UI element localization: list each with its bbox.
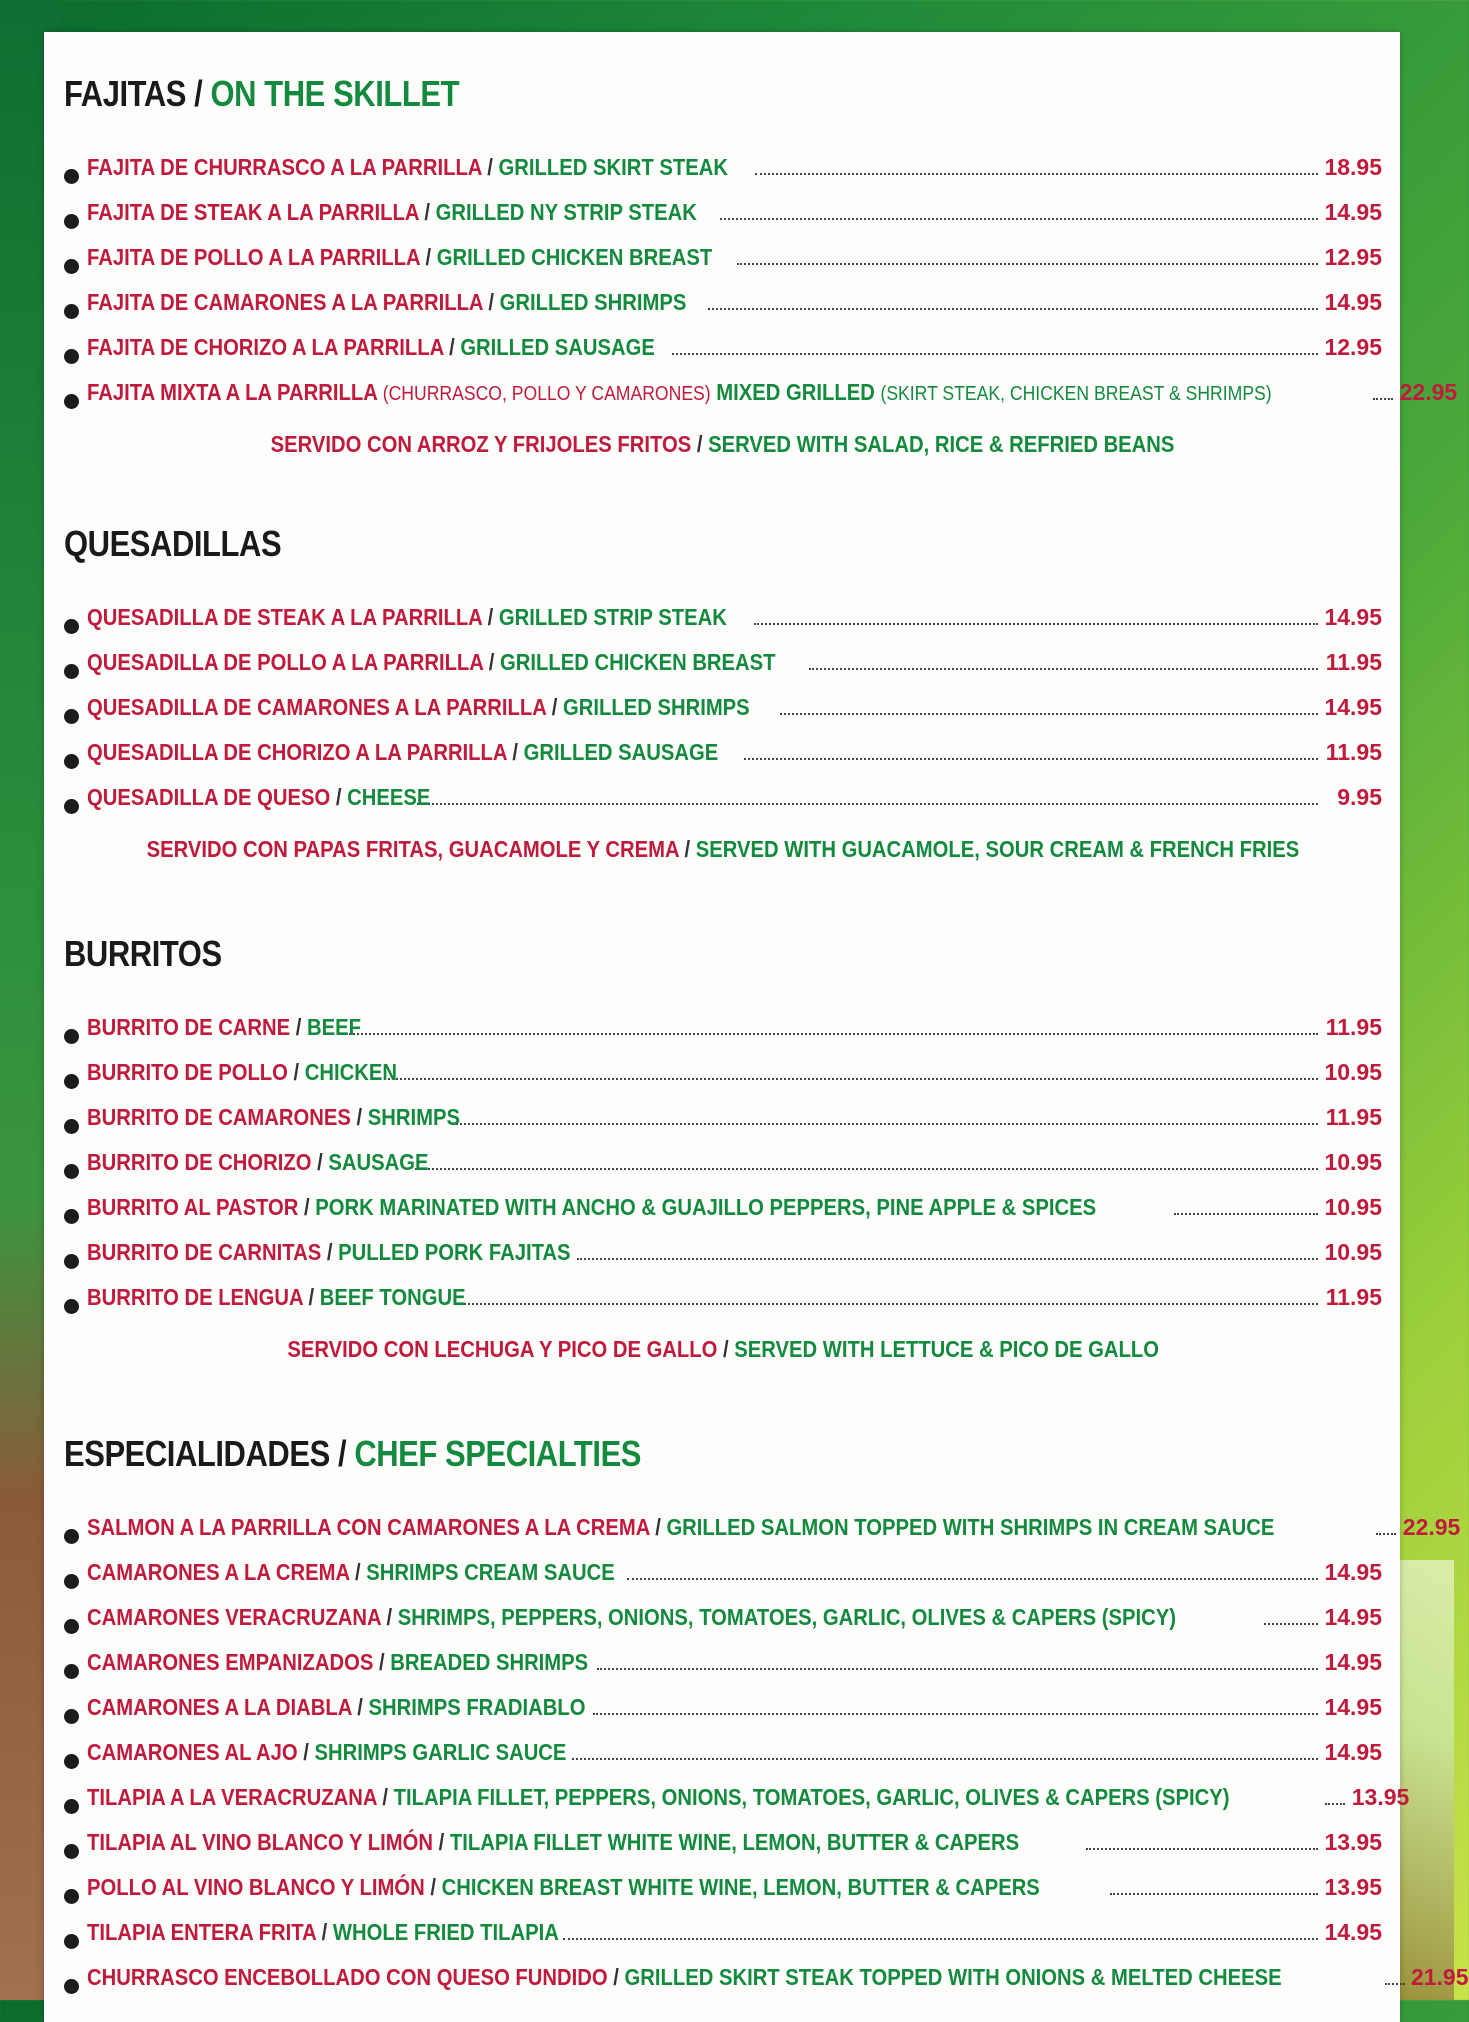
menu-item-text: BURRITO DE CAMARONES / SHRIMPS — [87, 1104, 460, 1130]
menu-item-text: CAMARONES A LA DIABLA / SHRIMPS FRADIABLO — [87, 1694, 586, 1720]
menu-item — [64, 649, 1382, 694]
menu-item-english: CHICKEN — [304, 1059, 397, 1085]
menu-item-spanish: FAJITA MIXTA A LA PARRILLA — [87, 379, 378, 405]
menu-item-price: 11.95 — [1325, 649, 1382, 675]
menu-item-price: 10.95 — [1324, 1149, 1382, 1175]
menu-item-text: FAJITA DE CAMARONES A LA PARRILLA / GRILLED SHRIMPS — [87, 289, 687, 315]
menu-item-english: PULLED PORK FAJITAS — [338, 1239, 571, 1265]
menu-item-price: 11.95 — [1325, 1284, 1382, 1310]
menu-item-spanish: FAJITA DE CHURRASCO A LA PARRILLA — [87, 154, 482, 180]
menu-item-text: FAJITA DE CHORIZO A LA PARRILLA / GRILLED SAUSAGE — [87, 334, 655, 360]
menu-item-text — [87, 379, 1272, 406]
menu-item-text: CAMARONES EMPANIZADOS / BREADED SHRIMPS — [87, 1649, 589, 1675]
menu-item — [64, 1104, 1382, 1149]
dot-leader — [451, 1123, 1318, 1125]
menu-item-price: 14.95 — [1324, 289, 1382, 315]
menu-item-text: POLLO AL VINO BLANCO Y LIMÓN / CHICKEN BREAST WHITE WINE, LEMON, BUTTER & CAPERS — [87, 1874, 1040, 1900]
menu-item — [64, 784, 1382, 829]
menu-item-price: 22.95 — [1399, 379, 1458, 405]
menu-item-price: 14.95 — [1324, 1604, 1382, 1630]
menu-item-english: GRILLED SKIRT STEAK — [498, 154, 728, 180]
menu-item-english: SHRIMPS CREAM SAUCE — [366, 1559, 615, 1585]
menu-item-price: 12.95 — [1324, 334, 1382, 360]
menu-item — [64, 1649, 1382, 1694]
menu-item-price: 13.95 — [1324, 1874, 1382, 1900]
menu-item-price: 18.95 — [1324, 154, 1382, 180]
menu-item-text: QUESADILLA DE CHORIZO A LA PARRILLA / GRILLED SAUSAGE — [87, 739, 719, 765]
menu-item-spanish: CAMARONES A LA DIABLA — [87, 1694, 352, 1720]
menu-item-english: GRILLED SAUSAGE — [523, 739, 719, 765]
menu-page — [44, 32, 1469, 2022]
dot-leader — [338, 1033, 1318, 1035]
menu-item-spanish: BURRITO DE POLLO — [87, 1059, 288, 1085]
menu-item-spanish: POLLO AL VINO BLANCO Y LIMÓN — [87, 1874, 425, 1900]
menu-item-text: FAJITA DE POLLO A LA PARRILLA / GRILLED CHICKEN BREAST — [87, 244, 713, 270]
dot-leader — [1373, 398, 1393, 400]
dot-leader — [1385, 1983, 1405, 1985]
menu-item — [64, 1514, 1461, 1559]
dot-leader — [672, 353, 1318, 355]
menu-item-price: 10.95 — [1324, 1059, 1382, 1085]
section-fajitas — [64, 72, 1458, 464]
menu-item-spanish: CAMARONES EMPANIZADOS — [87, 1649, 374, 1675]
bullet-icon — [64, 394, 79, 409]
menu-item-text: QUESADILLA DE POLLO A LA PARRILLA / GRILLED CHICKEN BREAST — [87, 649, 776, 675]
bullet-icon — [64, 1074, 79, 1089]
menu-item — [64, 244, 1382, 289]
bullet-icon — [64, 1934, 79, 1949]
dot-leader — [593, 1713, 1318, 1715]
menu-item — [64, 1559, 1382, 1604]
dot-leader — [379, 1078, 1318, 1080]
section-burritos — [64, 932, 1382, 1369]
section-heading: BURRITOS — [64, 933, 222, 974]
menu-item-english: GRILLED SHRIMPS — [499, 289, 687, 315]
menu-item-english: BEEF — [307, 1014, 362, 1040]
dot-leader — [755, 173, 1318, 175]
bullet-icon — [64, 1664, 79, 1679]
dot-leader — [720, 218, 1318, 220]
menu-item-spanish: BURRITO DE CARNITAS — [87, 1239, 322, 1265]
dot-leader — [780, 713, 1318, 715]
bullet-icon — [64, 1709, 79, 1724]
dot-leader — [737, 263, 1318, 265]
menu-item-english-note: (SKIRT STEAK, CHICKEN BREAST & SHRIMPS) — [880, 383, 1272, 405]
dot-leader — [627, 1578, 1318, 1580]
menu-item-price: 11.95 — [1325, 739, 1382, 765]
menu-item — [64, 1874, 1382, 1919]
menu-item-price: 14.95 — [1324, 694, 1382, 720]
dot-leader — [457, 1303, 1318, 1305]
menu-item-price: 13.95 — [1324, 1829, 1382, 1855]
menu-item-english: BEEF TONGUE — [319, 1284, 466, 1310]
bullet-icon — [64, 259, 79, 274]
menu-item-english: SHRIMPS GARLIC SAUCE — [314, 1739, 567, 1765]
menu-item — [64, 1014, 1382, 1059]
menu-item — [64, 379, 1458, 424]
dot-leader — [754, 623, 1318, 625]
menu-item — [64, 1829, 1382, 1874]
menu-item-price: 14.95 — [1324, 199, 1382, 225]
menu-item-text: QUESADILLA DE CAMARONES A LA PARRILLA / GRILLED SHRIMPS — [87, 694, 750, 720]
menu-item-price: 21.95 — [1410, 1964, 1469, 1990]
dot-leader — [415, 1168, 1318, 1170]
menu-item-english: CHEESE — [347, 784, 431, 810]
menu-item-spanish: TILAPIA A LA VERACRUZANA — [87, 1784, 377, 1810]
section-heading: ESPECIALIDADES / CHEF SPECIALTIES — [64, 1433, 642, 1474]
dot-leader — [1174, 1213, 1318, 1215]
menu-item — [64, 289, 1382, 334]
section-footnote: SERVIDO CON LECHUGA Y PICO DE GALLO / SERVED WITH LETTUCE & PICO DE GALLO — [287, 1336, 1159, 1362]
menu-item-text: SALMON A LA PARRILLA CON CAMARONES A LA CREMA / GRILLED SALMON TOPPED WITH SHRIMPS IN CREAM SAUCE — [87, 1514, 1275, 1540]
menu-item — [64, 1739, 1382, 1784]
menu-item-text: CAMARONES AL AJO / SHRIMPS GARLIC SAUCE — [87, 1739, 567, 1765]
dot-leader — [1325, 1803, 1345, 1805]
menu-item-english: GRILLED CHICKEN BREAST — [500, 649, 776, 675]
menu-item — [64, 1919, 1382, 1964]
menu-item-text: BURRITO DE CARNE / BEEF — [87, 1014, 362, 1040]
dot-leader — [1376, 1533, 1396, 1535]
section-quesadillas — [64, 522, 1382, 869]
menu-item — [64, 1964, 1469, 2009]
item-list — [64, 154, 1458, 424]
menu-item — [64, 1694, 1382, 1739]
menu-item — [64, 154, 1382, 199]
bullet-icon — [64, 799, 79, 814]
menu-item-spanish: FAJITA DE CAMARONES A LA PARRILLA — [87, 289, 483, 315]
menu-item-text: CHURRASCO ENCEBOLLADO CON QUESO FUNDIDO / GRILLED SKIRT STEAK TOPPED WITH ONIONS & MELTED CHEESE — [87, 1964, 1282, 1990]
bullet-icon — [64, 1529, 79, 1544]
dot-leader — [708, 308, 1318, 310]
menu-item-spanish: CAMARONES AL AJO — [87, 1739, 298, 1765]
bullet-icon — [64, 1254, 79, 1269]
menu-item-text: FAJITA DE CHURRASCO A LA PARRILLA / GRILLED SKIRT STEAK — [87, 154, 728, 180]
menu-item-text: BURRITO DE LENGUA / BEEF TONGUE — [87, 1284, 466, 1310]
menu-item-english: TILAPIA FILLET, PEPPERS, ONIONS, TOMATOES, GARLIC, OLIVES & CAPERS (SPICY) — [393, 1784, 1230, 1810]
menu-item-english: SAUSAGE — [328, 1149, 429, 1175]
menu-item-spanish: FAJITA DE STEAK A LA PARRILLA — [87, 199, 419, 225]
menu-item-english: GRILLED CHICKEN BREAST — [436, 244, 713, 270]
menu-item-price: 10.95 — [1324, 1239, 1382, 1265]
menu-item-text: BURRITO DE CARNITAS / PULLED PORK FAJITAS — [87, 1239, 571, 1265]
menu-item-english: BREADED SHRIMPS — [390, 1649, 589, 1675]
menu-item-english: TILAPIA FILLET WHITE WINE, LEMON, BUTTER & CAPERS — [449, 1829, 1020, 1855]
menu-item-english: GRILLED SKIRT STEAK TOPPED WITH ONIONS & MELTED CHEESE — [624, 1964, 1282, 1990]
bullet-icon — [64, 1979, 79, 1994]
bullet-icon — [64, 214, 79, 229]
menu-item-price: 14.95 — [1324, 604, 1382, 630]
menu-item-price: 22.95 — [1402, 1514, 1461, 1540]
bullet-icon — [64, 1164, 79, 1179]
dot-leader — [1110, 1893, 1318, 1895]
dot-leader — [577, 1258, 1319, 1260]
menu-item-english: MIXED GRILLED — [716, 379, 875, 405]
menu-item-text: TILAPIA A LA VERACRUZANA / TILAPIA FILLET, PEPPERS, ONIONS, TOMATOES, GARLIC, OLIVES & CAPERS (SPICY) — [87, 1784, 1230, 1810]
bullet-icon — [64, 619, 79, 634]
menu-item-price: 14.95 — [1324, 1649, 1382, 1675]
menu-item — [64, 1239, 1382, 1284]
bullet-icon — [64, 1119, 79, 1134]
bullet-icon — [64, 349, 79, 364]
menu-item-spanish: BURRITO DE LENGUA — [87, 1284, 303, 1310]
menu-item — [64, 694, 1382, 739]
menu-item — [64, 199, 1382, 244]
bullet-icon — [64, 169, 79, 184]
menu-item — [64, 334, 1382, 379]
menu-item-english: SHRIMPS, PEPPERS, ONIONS, TOMATOES, GARLIC, OLIVES & CAPERS (SPICY) — [397, 1604, 1176, 1630]
menu-item-text: FAJITA DE STEAK A LA PARRILLA / GRILLED NY STRIP STEAK — [87, 199, 697, 225]
menu-item-text: TILAPIA AL VINO BLANCO Y LIMÓN / TILAPIA FILLET WHITE WINE, LEMON, BUTTER & CAPERS — [87, 1829, 1020, 1855]
menu-item-english: GRILLED NY STRIP STEAK — [435, 199, 697, 225]
menu-item-price: 14.95 — [1324, 1739, 1382, 1765]
dot-leader — [1264, 1623, 1318, 1625]
menu-item-spanish: BURRITO DE CAMARONES — [87, 1104, 351, 1130]
menu-item-spanish: FAJITA DE CHORIZO A LA PARRILLA — [87, 334, 444, 360]
bullet-icon — [64, 754, 79, 769]
menu-item-english: GRILLED SAUSAGE — [460, 334, 655, 360]
bullet-icon — [64, 1574, 79, 1589]
menu-item-spanish-note: (CHURRASCO, POLLO Y CAMARONES) — [382, 383, 711, 405]
section-heading: FAJITAS / ON THE SKILLET — [64, 73, 460, 114]
bullet-icon — [64, 1299, 79, 1314]
menu-item — [64, 1149, 1382, 1194]
menu-item-spanish: FAJITA DE POLLO A LA PARRILLA — [87, 244, 420, 270]
item-list — [64, 604, 1382, 829]
menu-item-spanish: TILAPIA AL VINO BLANCO Y LIMÓN — [87, 1829, 433, 1855]
menu-item-text: BURRITO DE POLLO / CHICKEN — [87, 1059, 397, 1085]
menu-item-spanish: QUESADILLA DE CAMARONES A LA PARRILLA — [87, 694, 547, 720]
menu-item-spanish: QUESADILLA DE QUESO — [87, 784, 331, 810]
menu-item-english: GRILLED STRIP STEAK — [498, 604, 727, 630]
menu-item-price: 11.95 — [1325, 1104, 1382, 1130]
bullet-icon — [64, 709, 79, 724]
menu-item-english: WHOLE FRIED TILAPIA — [332, 1919, 559, 1945]
menu-item — [64, 1059, 1382, 1104]
menu-item-english: CHICKEN BREAST WHITE WINE, LEMON, BUTTER & CAPERS — [441, 1874, 1040, 1900]
menu-item-spanish: QUESADILLA DE STEAK A LA PARRILLA — [87, 604, 483, 630]
menu-item-spanish: BURRITO DE CHORIZO — [87, 1149, 312, 1175]
menu-item — [64, 1194, 1382, 1239]
menu-item — [64, 1604, 1382, 1649]
menu-item — [64, 604, 1382, 649]
menu-item-price: 10.95 — [1324, 1194, 1382, 1220]
menu-item-spanish: SALMON A LA PARRILLA CON CAMARONES A LA CREMA — [87, 1514, 650, 1540]
bullet-icon — [64, 1889, 79, 1904]
menu-item-price: 12.95 — [1324, 244, 1382, 270]
menu-item-english: GRILLED SALMON TOPPED WITH SHRIMPS IN CREAM SAUCE — [666, 1514, 1275, 1540]
item-list — [64, 1014, 1382, 1329]
dot-leader — [809, 668, 1318, 670]
menu-item-text: TILAPIA ENTERA FRITA / WHOLE FRIED TILAPIA — [87, 1919, 559, 1945]
menu-item — [64, 739, 1382, 784]
dot-leader — [572, 1758, 1318, 1760]
bullet-icon — [64, 1844, 79, 1859]
menu-item-price: 11.95 — [1325, 1014, 1382, 1040]
menu-item-spanish: BURRITO AL PASTOR — [87, 1194, 299, 1220]
item-list — [64, 1514, 1469, 2009]
menu-item-english: SHRIMPS — [367, 1104, 460, 1130]
dot-leader — [1086, 1848, 1318, 1850]
menu-item-text: QUESADILLA DE STEAK A LA PARRILLA / GRILLED STRIP STEAK — [87, 604, 727, 630]
dot-leader — [417, 803, 1318, 805]
bullet-icon — [64, 1029, 79, 1044]
menu-item-text: CAMARONES A LA CREMA / SHRIMPS CREAM SAUCE — [87, 1559, 615, 1585]
bullet-icon — [64, 664, 79, 679]
menu-item-spanish: BURRITO DE CARNE — [87, 1014, 291, 1040]
menu-item-price: 13.95 — [1351, 1784, 1410, 1810]
dot-leader — [744, 758, 1318, 760]
menu-item — [64, 1284, 1382, 1329]
menu-item-spanish: CAMARONES VERACRUZANA — [87, 1604, 381, 1630]
menu-item-spanish: CAMARONES A LA CREMA — [87, 1559, 350, 1585]
menu-item-price: 14.95 — [1324, 1919, 1382, 1945]
menu-item-english: GRILLED SHRIMPS — [563, 694, 750, 720]
section-especialidades — [64, 1432, 1469, 2009]
menu-item-english: SHRIMPS FRADIABLO — [368, 1694, 586, 1720]
menu-item-text: BURRITO DE CHORIZO / SAUSAGE — [87, 1149, 429, 1175]
menu-item-price: 9.95 — [1337, 784, 1382, 810]
menu-item-spanish: QUESADILLA DE CHORIZO A LA PARRILLA — [87, 739, 507, 765]
dot-leader — [563, 1938, 1318, 1940]
bullet-icon — [64, 1619, 79, 1634]
menu-item-price: 14.95 — [1324, 1559, 1382, 1585]
menu-item-spanish: QUESADILLA DE POLLO A LA PARRILLA — [87, 649, 484, 675]
menu-item-spanish: TILAPIA ENTERA FRITA — [87, 1919, 317, 1945]
menu-item-spanish: CHURRASCO ENCEBOLLADO CON QUESO FUNDIDO — [87, 1964, 608, 1990]
bullet-icon — [64, 304, 79, 319]
menu-item-price: 14.95 — [1324, 1694, 1382, 1720]
section-footnote: SERVIDO CON ARROZ Y FRIJOLES FRITOS / SERVED WITH SALAD, RICE & REFRIED BEANS — [271, 431, 1175, 457]
section-heading: QUESADILLAS — [64, 523, 282, 564]
menu-item-text: BURRITO AL PASTOR / PORK MARINATED WITH ANCHO & GUAJILLO PEPPERS, PINE APPLE & SPICES — [87, 1194, 1097, 1220]
section-footnote: SERVIDO CON PAPAS FRITAS, GUACAMOLE Y CREMA / SERVED WITH GUACAMOLE, SOUR CREAM & FRENCH FRIES — [146, 836, 1300, 862]
bullet-icon — [64, 1754, 79, 1769]
menu-item-english: PORK MARINATED WITH ANCHO & GUAJILLO PEPPERS, PINE APPLE & SPICES — [315, 1194, 1097, 1220]
menu-item-text: QUESADILLA DE QUESO / CHEESE — [87, 784, 431, 810]
menu-item — [64, 1784, 1410, 1829]
bullet-icon — [64, 1799, 79, 1814]
menu-item-text: CAMARONES VERACRUZANA / SHRIMPS, PEPPERS, ONIONS, TOMATOES, GARLIC, OLIVES & CAPERS (SPICY) — [87, 1604, 1176, 1630]
bullet-icon — [64, 1209, 79, 1224]
dot-leader — [597, 1668, 1318, 1670]
